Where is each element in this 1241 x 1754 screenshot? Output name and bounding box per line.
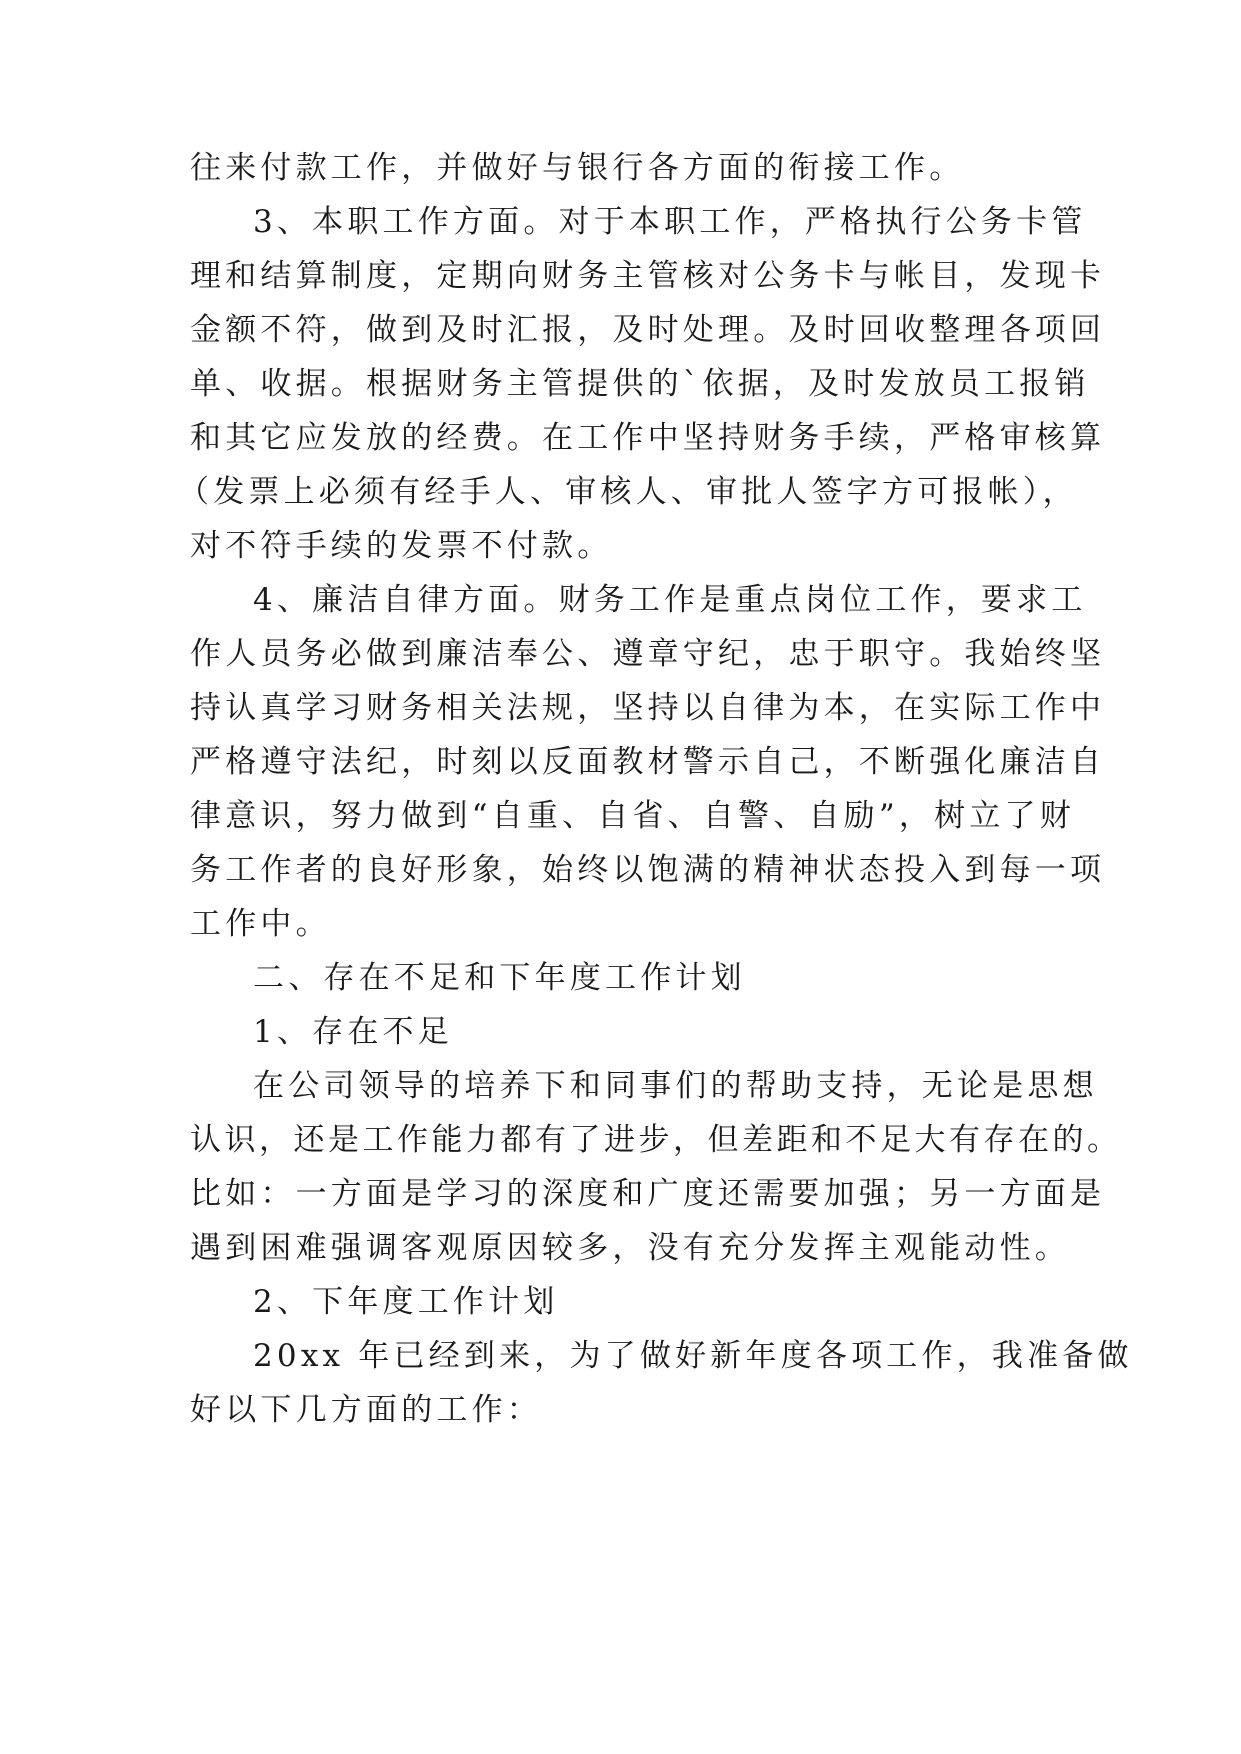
text-line: 和其它应发放的经费。在工作中坚持财务手续，严格审核算 xyxy=(190,420,1106,456)
text-line: 单、收据。根据财务主管提供的`依据，及时发放员工报销 xyxy=(190,366,1090,402)
text-line: 务工作者的良好形象，始终以饱满的精神状态投入到每一项 xyxy=(190,852,1106,888)
section-heading: 二、存在不足和下年度工作计划 xyxy=(253,960,746,996)
text-line: 遇到困难强调客观原因较多，没有充分发挥主观能动性。 xyxy=(190,1230,1070,1266)
text-line: 理和结算制度，定期向财务主管核对公务卡与帐目，发现卡 xyxy=(190,258,1106,294)
text-line: 持认真学习财务相关法规，坚持以自律为本，在实际工作中 xyxy=(190,690,1106,726)
text-line: 严格遵守法纪，时刻以反面教材警示自己，不断强化廉洁自 xyxy=(190,744,1106,780)
paragraph-heading: 4、廉洁自律方面。财务工作是重点岗位工作，要求工 xyxy=(253,582,1087,618)
text-line: 律意识，努力做到“自重、自省、自警、自励”，树立了财 xyxy=(190,798,1075,834)
text-line: 认识，还是工作能力都有了进步，但差距和不足大有存在的。 xyxy=(190,1122,1122,1158)
text-line: 好以下几方面的工作： xyxy=(190,1392,542,1428)
text-line: 比如：一方面是学习的深度和广度还需要加强；另一方面是 xyxy=(190,1176,1106,1212)
text-line: 对不符手续的发票不付款。 xyxy=(190,528,613,564)
text-line: 20xx 年已经到来，为了做好新年度各项工作，我准备做 xyxy=(253,1338,1133,1374)
text-line: 在公司领导的培养下和同事们的帮助支持，无论是思想 xyxy=(253,1068,1098,1104)
subsection-heading: 2、下年度工作计划 xyxy=(253,1284,559,1320)
text-line: （发票上必须有经手人、审核人、审批人签字方可报帐）， xyxy=(178,474,1078,510)
text-line: 金额不符，做到及时汇报，及时处理。及时回收整理各项回 xyxy=(190,312,1106,348)
text-line: 往来付款工作，并做好与银行各方面的衔接工作。 xyxy=(190,150,965,186)
paragraph-heading: 3、本职工作方面。对于本职工作，严格执行公务卡管 xyxy=(253,204,1087,240)
subsection-heading: 1、存在不足 xyxy=(253,1014,453,1050)
text-line: 作人员务必做到廉洁奉公、遵章守纪，忠于职守。我始终坚 xyxy=(190,636,1106,672)
text-line: 工作中。 xyxy=(190,906,331,942)
